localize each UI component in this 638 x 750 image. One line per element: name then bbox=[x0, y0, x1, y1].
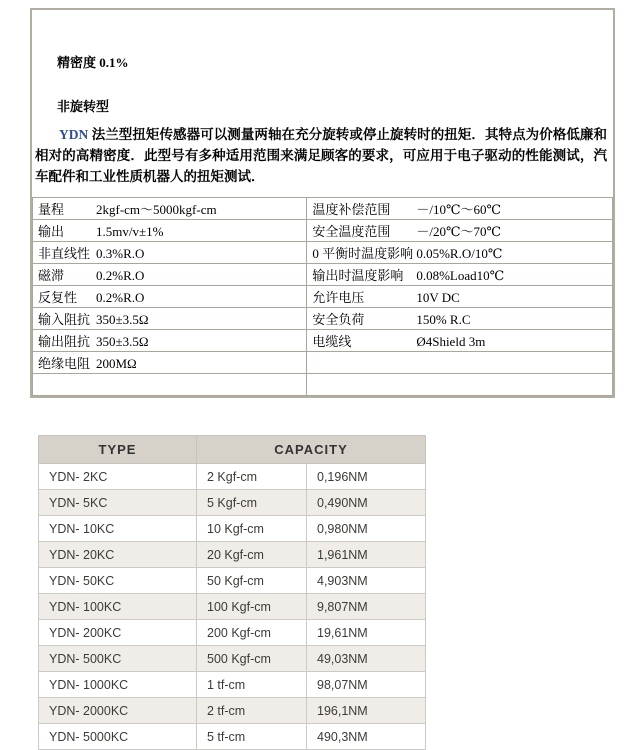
capacity-kgf-cell: 1 tf-cm bbox=[197, 672, 307, 698]
spec-row bbox=[33, 264, 613, 286]
capacity-row bbox=[39, 464, 426, 490]
capacity-kgf-cell: 100 Kgf-cm bbox=[197, 594, 307, 620]
capacity-row bbox=[39, 594, 426, 620]
capacity-row bbox=[39, 490, 426, 516]
type-cell: YDN- 5KC bbox=[39, 490, 197, 516]
spec-table bbox=[32, 197, 613, 396]
spec-label: 反复性 bbox=[38, 290, 78, 305]
capacity-row bbox=[39, 672, 426, 698]
spec-value: 0.08%Load10℃ bbox=[416, 268, 505, 283]
type-cell: YDN- 2KC bbox=[39, 464, 197, 490]
capacity-row bbox=[39, 698, 426, 724]
capacity-header: CAPACITY bbox=[197, 436, 426, 464]
spec-label: 输入阻抗 bbox=[38, 312, 91, 327]
spec-label: 量程 bbox=[38, 202, 65, 217]
capacity-kgf-cell: 10 Kgf-cm bbox=[197, 516, 307, 542]
spec-row bbox=[33, 220, 613, 242]
type-cell: YDN- 5000KC bbox=[39, 724, 197, 750]
capacity-kgf-cell: 200 Kgf-cm bbox=[197, 620, 307, 646]
spec-value: Ø4Shield 3m bbox=[416, 334, 486, 349]
spec-label: 绝缘电阻 bbox=[38, 356, 91, 371]
spec-value: 1.5mv/v±1% bbox=[96, 224, 164, 239]
spec-label: 输出 bbox=[38, 224, 65, 239]
capacity-row bbox=[39, 542, 426, 568]
capacity-table bbox=[38, 435, 426, 750]
capacity-nm-cell: 0,980NM bbox=[307, 516, 426, 542]
product-type-heading: 非旋转型 bbox=[57, 99, 110, 114]
intro-paragraph bbox=[35, 124, 607, 187]
capacity-kgf-cell: 500 Kgf-cm bbox=[197, 646, 307, 672]
type-cell: YDN- 500KC bbox=[39, 646, 197, 672]
spec-value: 0.3%R.O bbox=[96, 246, 145, 261]
type-cell: YDN- 2000KC bbox=[39, 698, 197, 724]
type-cell: YDN- 200KC bbox=[39, 620, 197, 646]
type-cell: YDN- 20KC bbox=[39, 542, 197, 568]
spec-value: 0.2%R.O bbox=[96, 268, 145, 283]
capacity-nm-cell: 4,903NM bbox=[307, 568, 426, 594]
capacity-kgf-cell: 5 tf-cm bbox=[197, 724, 307, 750]
spec-value: 350±3.5Ω bbox=[96, 312, 149, 327]
capacity-row bbox=[39, 620, 426, 646]
capacity-kgf-cell: 5 Kgf-cm bbox=[197, 490, 307, 516]
spec-value: 350±3.5Ω bbox=[96, 334, 149, 349]
capacity-header-row bbox=[39, 436, 426, 464]
spec-label: 温度补偿范围 bbox=[312, 202, 391, 217]
capacity-row bbox=[39, 516, 426, 542]
capacity-kgf-cell: 2 Kgf-cm bbox=[197, 464, 307, 490]
capacity-nm-cell: 1,961NM bbox=[307, 542, 426, 568]
capacity-nm-cell: 490,3NM bbox=[307, 724, 426, 750]
spec-value: －/10℃～60℃ bbox=[416, 202, 502, 217]
spec-value: 10V DC bbox=[416, 290, 460, 305]
type-header: TYPE bbox=[39, 436, 197, 464]
intro-text: 法兰型扭矩传感器可以测量两轴在充分旋转或停止旋转时的扭矩．其特点为价格低廉和相对的高精密度．此型号有多种适用范围来满足顾客的要求，可应用于电子驱动的性能测试，汽车配件和工业性质机器人的扭矩测试． bbox=[35, 127, 607, 184]
type-cell: YDN- 50KC bbox=[39, 568, 197, 594]
spec-row bbox=[33, 198, 613, 220]
type-cell: YDN- 100KC bbox=[39, 594, 197, 620]
spec-label: 允许电压 bbox=[312, 290, 365, 305]
type-cell: YDN- 1000KC bbox=[39, 672, 197, 698]
spec-value: 0.05%R.O/10℃ bbox=[416, 246, 503, 261]
spec-row bbox=[33, 286, 613, 308]
capacity-row bbox=[39, 724, 426, 750]
spec-row bbox=[33, 374, 613, 396]
spec-label: 输出阻抗 bbox=[38, 334, 91, 349]
capacity-nm-cell: 196,1NM bbox=[307, 698, 426, 724]
spec-value: 2kgf-cm～5000kgf-cm bbox=[96, 202, 217, 217]
capacity-nm-cell: 98,07NM bbox=[307, 672, 426, 698]
type-cell: YDN- 10KC bbox=[39, 516, 197, 542]
capacity-nm-cell: 19,61NM bbox=[307, 620, 426, 646]
capacity-nm-cell: 9,807NM bbox=[307, 594, 426, 620]
spec-row bbox=[33, 330, 613, 352]
spec-label: 安全负荷 bbox=[312, 312, 365, 327]
capacity-nm-cell: 0,196NM bbox=[307, 464, 426, 490]
spec-value: 200MΩ bbox=[96, 356, 137, 371]
capacity-row bbox=[39, 646, 426, 672]
spec-label: 安全温度范围 bbox=[312, 224, 391, 239]
spec-value: －/20℃～70℃ bbox=[416, 224, 502, 239]
spec-label: 非直线性 bbox=[38, 246, 91, 261]
spec-label: 磁滞 bbox=[38, 268, 65, 283]
capacity-row bbox=[39, 568, 426, 594]
brand-text: YDN bbox=[59, 127, 89, 142]
spec-value: 0.2%R.O bbox=[96, 290, 145, 305]
spec-row bbox=[33, 308, 613, 330]
capacity-kgf-cell: 2 tf-cm bbox=[197, 698, 307, 724]
precision-heading: 精密度 0.1% bbox=[57, 55, 129, 70]
spec-value: 150% R.C bbox=[416, 312, 471, 327]
capacity-nm-cell: 49,03NM bbox=[307, 646, 426, 672]
capacity-nm-cell: 0,490NM bbox=[307, 490, 426, 516]
spec-row bbox=[33, 242, 613, 264]
spec-label: 0 平衡时温度影响 bbox=[312, 246, 414, 261]
spec-row bbox=[33, 352, 613, 374]
spec-label: 电缆线 bbox=[312, 334, 352, 349]
spec-label: 输出时温度影响 bbox=[312, 268, 404, 283]
capacity-kgf-cell: 20 Kgf-cm bbox=[197, 542, 307, 568]
document-page-frame bbox=[30, 8, 615, 398]
capacity-kgf-cell: 50 Kgf-cm bbox=[197, 568, 307, 594]
